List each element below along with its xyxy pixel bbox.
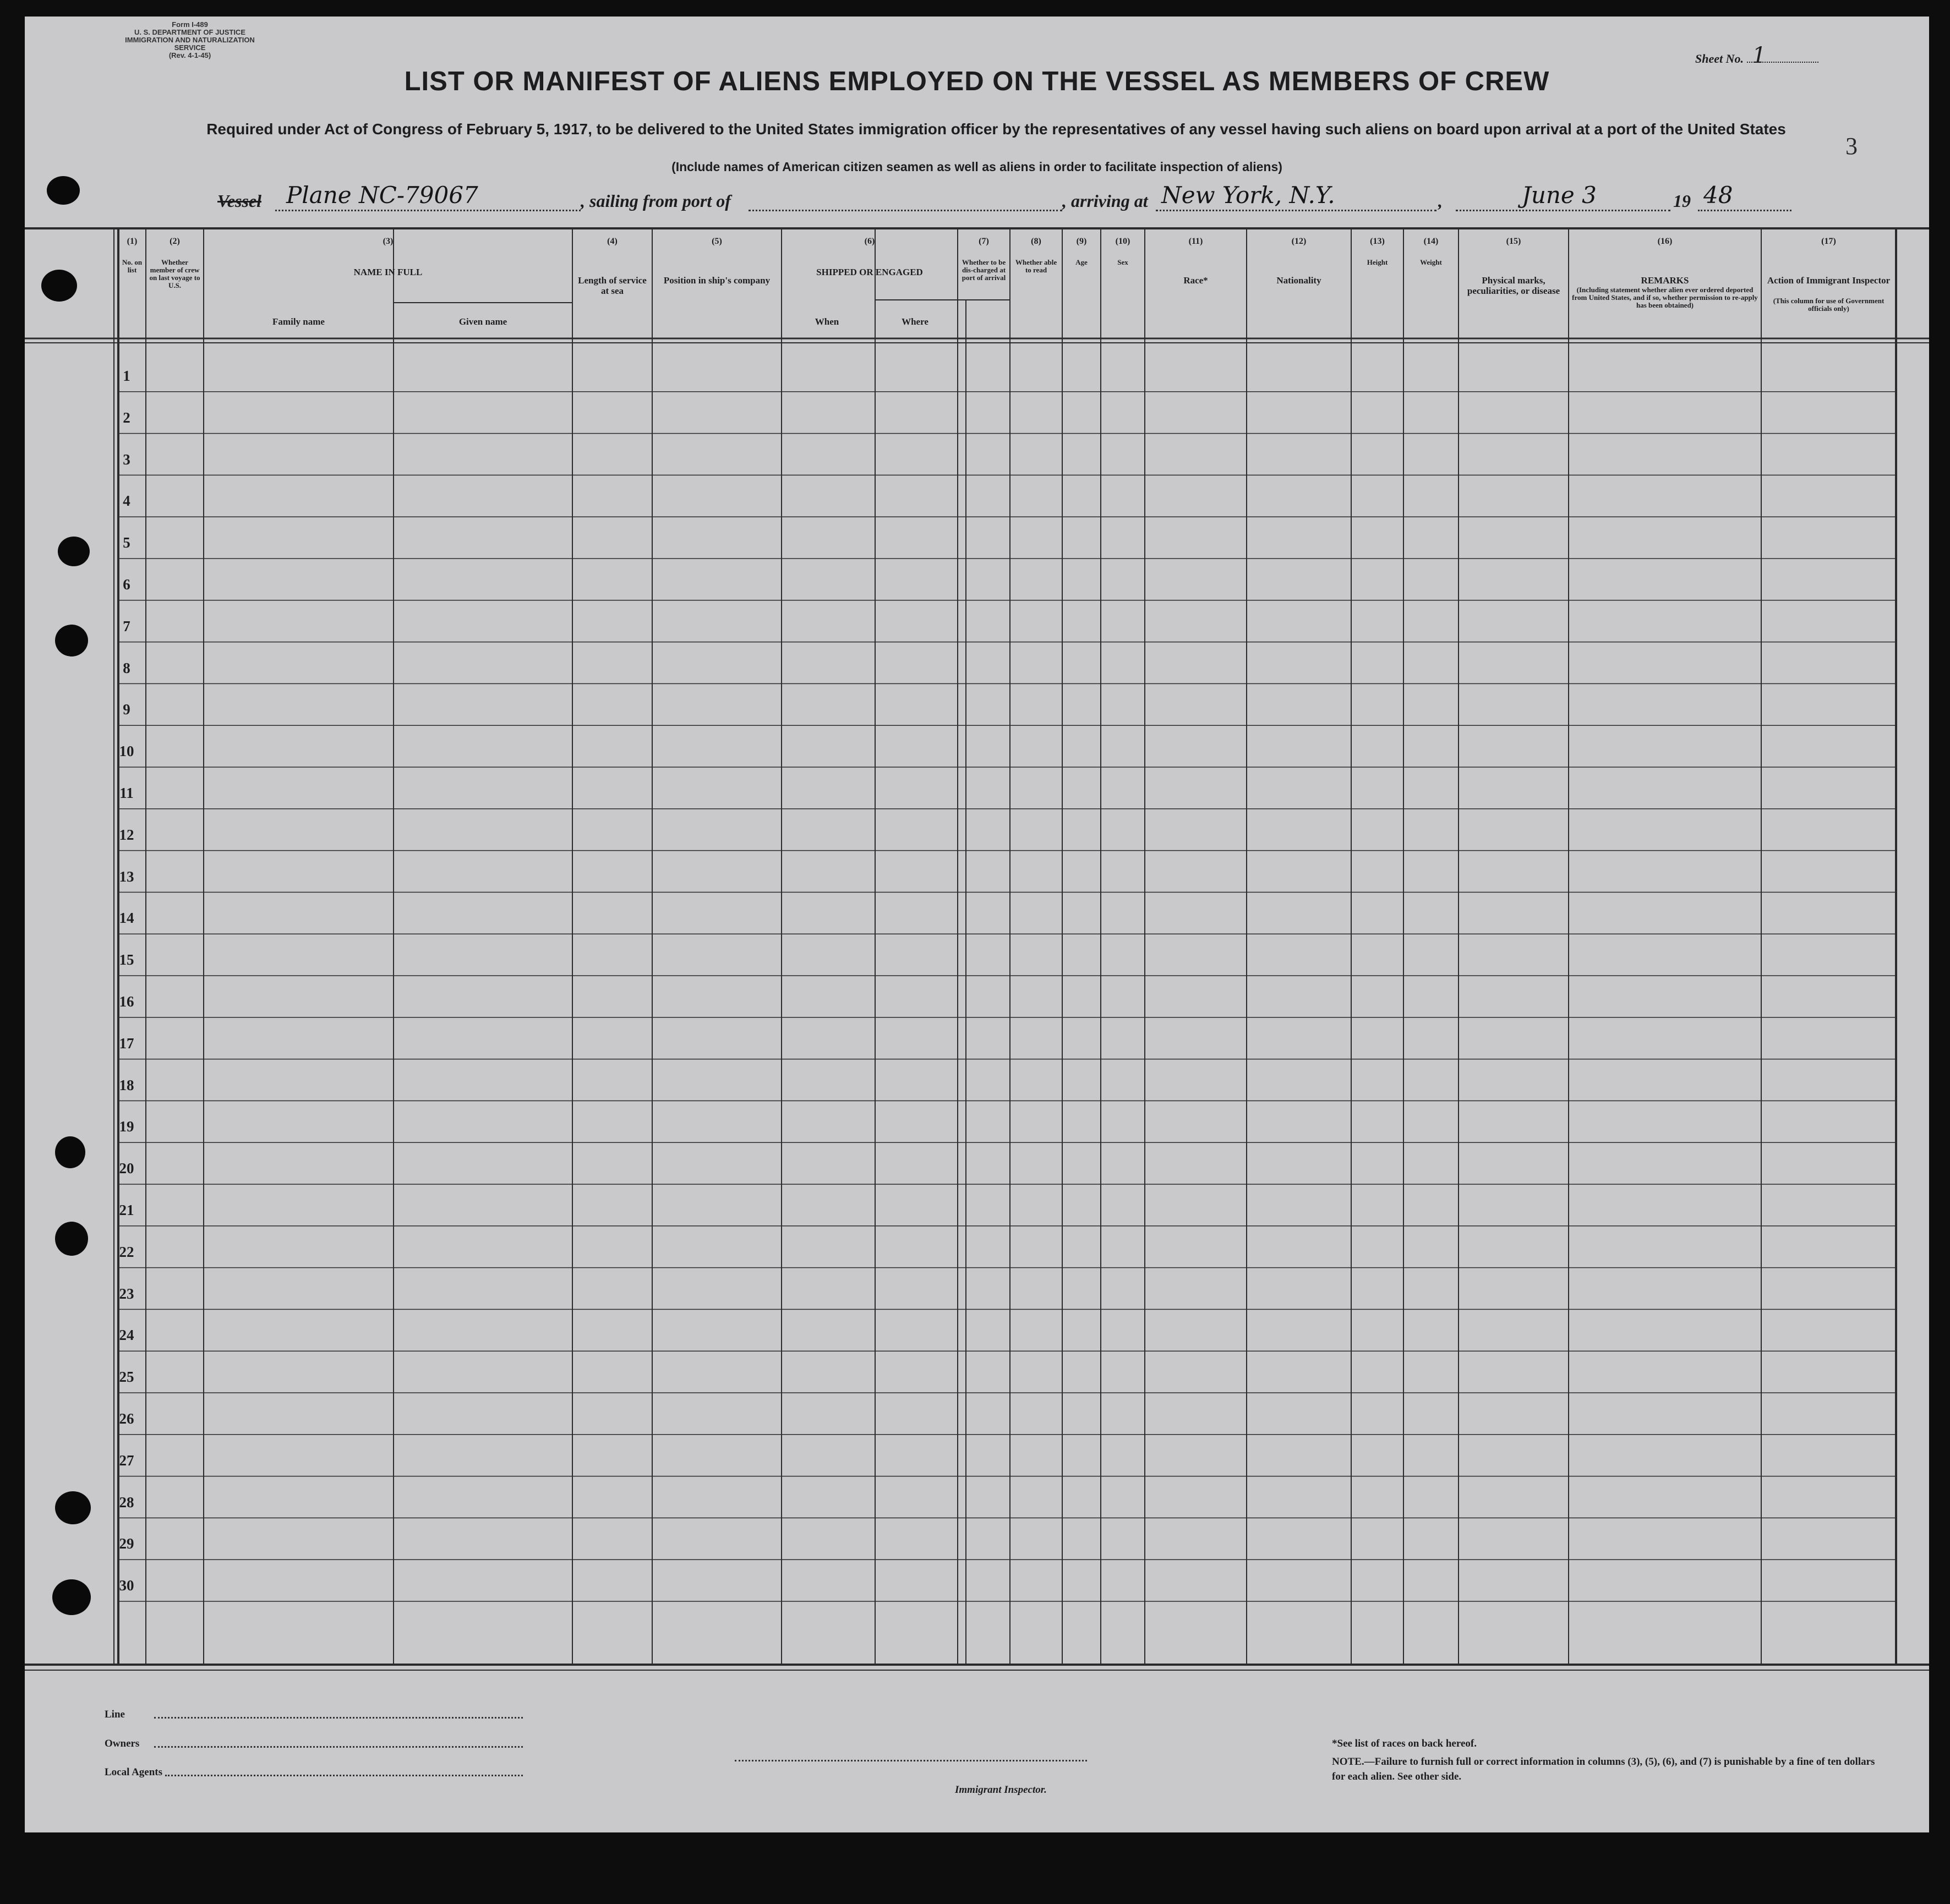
column-header-note: (Including statement whether alien ever ordered deported from United States, and if so, whether permission to re-apply has been obtained) <box>1572 286 1758 309</box>
column-number: (11) <box>1188 237 1203 246</box>
column-number: (17) <box>1821 237 1836 246</box>
column-header: Position in ship's company <box>663 275 771 286</box>
column-number: (5) <box>712 237 722 246</box>
column-header: SHIPPED OR ENGAGED <box>816 267 923 277</box>
row-number: 24 <box>119 1327 134 1344</box>
column-number: (16) <box>1657 237 1673 246</box>
row-number: 16 <box>119 993 134 1010</box>
arriving-label: , arriving at <box>1062 191 1148 211</box>
column-subheader: Where <box>902 316 928 327</box>
row-number: 17 <box>119 1035 134 1052</box>
binding-hole <box>41 270 77 302</box>
row-number: 30 <box>119 1577 134 1594</box>
row-number: 13 <box>119 868 134 885</box>
row-number: 21 <box>119 1202 134 1218</box>
line-field[interactable] <box>154 1717 523 1719</box>
binding-hole <box>55 1491 91 1524</box>
binding-hole <box>47 176 80 205</box>
row-number: 23 <box>119 1285 134 1302</box>
column-number: (13) <box>1370 237 1385 246</box>
column-subheader: Family name <box>272 316 325 327</box>
page-mark: 3 <box>1845 133 1858 160</box>
column-subheader: Given name <box>458 316 507 327</box>
row-number: 22 <box>119 1243 134 1260</box>
races-note: *See list of races on back hereof. <box>1332 1738 1477 1749</box>
column-header: REMARKS <box>1641 275 1689 286</box>
row-number: 8 <box>123 659 130 676</box>
owners-field[interactable] <box>154 1746 523 1748</box>
column-number: (9) <box>1076 237 1087 246</box>
row-number: 5 <box>123 534 130 551</box>
row-number: 27 <box>119 1452 134 1469</box>
row-number: 12 <box>119 826 134 843</box>
column-number: (1) <box>127 237 138 246</box>
column-header: No. on list <box>122 258 143 274</box>
immigrant-inspector-label: Immigrant Inspector. <box>955 1784 1047 1796</box>
manifest-sheet <box>25 17 1929 1832</box>
column-header: Sex <box>1117 258 1128 266</box>
row-number: 10 <box>119 743 134 760</box>
column-header: Action of Immigrant Inspector <box>1767 275 1891 286</box>
column-header: Race* <box>1183 275 1208 286</box>
page-title: LIST OR MANIFEST OF ALIENS EMPLOYED ON THE VESSEL AS MEMBERS OF CREW <box>404 67 1550 96</box>
row-number: 3 <box>123 451 130 468</box>
column-header: Nationality <box>1276 275 1321 286</box>
form-number: Form I-489 <box>172 20 208 29</box>
binding-hole <box>52 1579 91 1615</box>
vessel-value: Plane NC-79067 <box>286 182 478 209</box>
column-number: (4) <box>607 237 618 246</box>
row-number: 20 <box>119 1160 134 1177</box>
row-number: 4 <box>123 493 130 510</box>
row-number: 15 <box>119 951 134 969</box>
vessel-label: Vessel <box>217 191 261 211</box>
row-number: 6 <box>123 576 130 593</box>
column-subheader: When <box>815 316 839 327</box>
department-name: U. S. DEPARTMENT OF JUSTICE <box>134 28 245 36</box>
service-name: IMMIGRATION AND NATURALIZATION SERVICE <box>125 36 255 52</box>
line-label: Line <box>105 1709 125 1720</box>
column-header-note: (This column for use of Government officials only) <box>1773 297 1885 313</box>
sailing-label: , sailing from port of <box>581 191 731 211</box>
column-header: Whether able to read <box>1015 258 1057 274</box>
column-header: Weight <box>1420 258 1442 266</box>
sheet-number-label: Sheet No. <box>1695 52 1744 65</box>
column-number: (8) <box>1031 237 1041 246</box>
column-header: Whether member of crew on last voyage to U.S. <box>149 258 200 289</box>
row-number: 9 <box>123 701 130 718</box>
row-number: 11 <box>119 785 134 801</box>
column-header: Whether to be dis-charged at port of arrival <box>962 258 1006 282</box>
binding-hole <box>55 1222 88 1256</box>
local-agents-field[interactable] <box>165 1775 523 1776</box>
vessel-line: Vessel Plane NC-79067 , sailing from port of , arriving at New York, N.Y. , June 3 19 48 <box>25 187 1929 220</box>
binding-hole <box>55 1136 85 1168</box>
arriving-value: New York, N.Y. <box>1161 182 1335 209</box>
column-number: (12) <box>1291 237 1307 246</box>
date-value: June 3 <box>1522 182 1597 209</box>
row-number: 26 <box>119 1410 134 1427</box>
row-number: 7 <box>123 617 130 634</box>
column-number: (3) <box>383 237 394 246</box>
page-subtitle: Required under Act of Congress of February 5, 1917, to be delivered to the United States immigration officer by the representatives of any vessel having such aliens on board upon arrival at a port of the United States <box>206 121 1786 138</box>
penalty-note: NOTE.—Failure to furnish full or correct information in columns (3), (5), (6), and (7) is punishable by a fine of ten dollars for each alien. See other side. <box>1332 1756 1875 1782</box>
revision-date: (Rev. 4-1-45) <box>168 51 211 59</box>
local-agents-label: Local Agents <box>105 1766 163 1778</box>
binding-hole <box>55 625 88 656</box>
sheet-number-value[interactable]: 1 <box>1747 50 1818 63</box>
column-header: Age <box>1075 258 1088 266</box>
column-header: Height <box>1367 258 1388 266</box>
row-number: 18 <box>119 1076 134 1093</box>
column-number: (7) <box>979 237 989 246</box>
year-value: 48 <box>1703 182 1733 209</box>
include-note: (Include names of American citizen seamen as well as aliens in order to facilitate inspection of aliens) <box>671 160 1282 174</box>
owners-label: Owners <box>105 1738 140 1749</box>
inspector-signature-field[interactable] <box>735 1760 1087 1761</box>
column-header: Length of service at sea <box>578 275 647 296</box>
binding-hole <box>58 537 90 566</box>
row-number: 1 <box>123 368 130 384</box>
column-number: (10) <box>1115 237 1130 246</box>
row-number: 29 <box>119 1535 134 1552</box>
row-number: 25 <box>119 1369 134 1386</box>
row-number: 28 <box>119 1493 134 1511</box>
column-header: NAME IN FULL <box>353 267 423 277</box>
column-number: (6) <box>864 237 875 246</box>
column-header: Physical marks, peculiarities, or disease <box>1467 275 1560 296</box>
year-prefix: 19 <box>1673 191 1691 211</box>
column-number: (15) <box>1506 237 1521 246</box>
column-number: (14) <box>1423 237 1439 246</box>
row-number: 14 <box>119 910 134 927</box>
row-number: 19 <box>119 1118 134 1135</box>
column-number: (2) <box>170 237 180 246</box>
row-number: 2 <box>123 409 130 426</box>
